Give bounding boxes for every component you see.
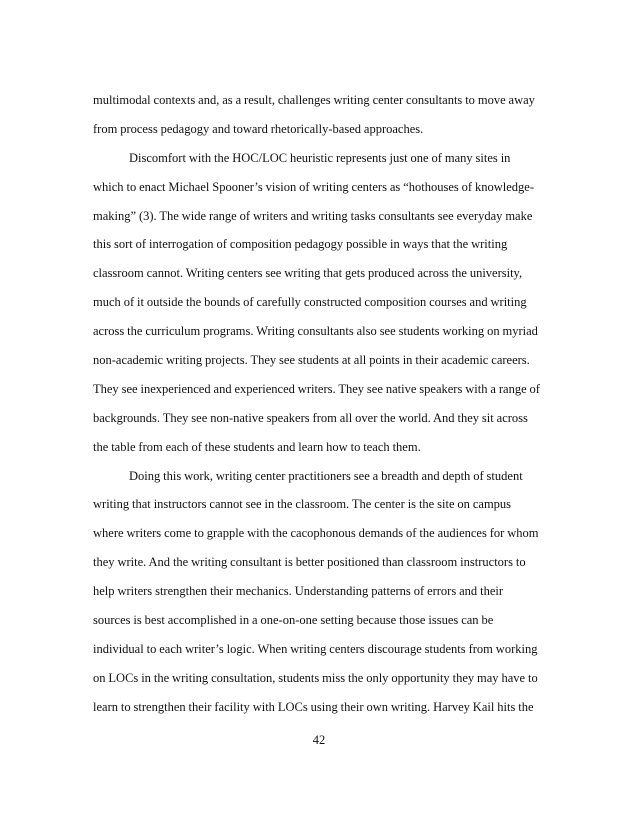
text-line: sources is best accomplished in a one-on-one setting because those issues can be [93,613,494,628]
text-line: non-academic writing projects. They see students at all points in their academic careers. [93,353,530,368]
text-line: writing that instructors cannot see in the classroom. The center is the site on campus [93,497,512,512]
text-line: multimodal contexts and, as a result, challenges writing center consultants to move away [93,93,535,107]
page-number: 42 [312,733,326,747]
text-line: much of it outside the bounds of carefully constructed composition courses and writing [93,295,527,310]
text-line: They see inexperienced and experienced writers. They see native speakers with a range of [93,381,540,396]
text-line: which to enact Michael Spooner’s vision of writing centers as “hothouses of knowledge- [93,179,535,194]
paragraph-first-line: Doing this work, writing center practitioners see a breadth and depth of student [129,468,523,483]
text-line: they write. And the writing consultant is better positioned than classroom instructors to [93,555,526,570]
text-line: help writers strengthen their mechanics. Understanding patterns of errors and their [93,584,504,599]
text-line: making” (3). The wide range of writers and writing tasks consultants see everyday make [93,208,533,223]
text-line: on LOCs in the writing consultation, students miss the only opportunity they may have to [93,670,538,685]
text-line: from process pedagogy and toward rhetorically-based approaches. [93,121,424,136]
paragraph-first-line: Discomfort with the HOC/LOC heuristic represents just one of many sites in [129,150,511,165]
text-line: this sort of interrogation of composition pedagogy possible in ways that the writing [93,237,508,252]
text-line: learn to strengthen their facility with LOCs using their own writing. Harvey Kail hits the [93,699,534,714]
text-line: the table from each of these students and learn how to teach them. [93,439,421,454]
text-line: individual to each writer’s logic. When writing centers discourage students from working [93,641,538,656]
text-line: classroom cannot. Writing centers see writing that gets produced across the university, [93,266,523,281]
text-line: backgrounds. They see non-native speakers from all over the world. And they sit across [93,410,528,425]
text-line: across the curriculum programs. Writing consultants also see students working on myriad [93,324,538,339]
text-line: where writers come to grapple with the cacophonous demands of the audiences for whom [93,526,539,541]
body-text [93,93,545,729]
